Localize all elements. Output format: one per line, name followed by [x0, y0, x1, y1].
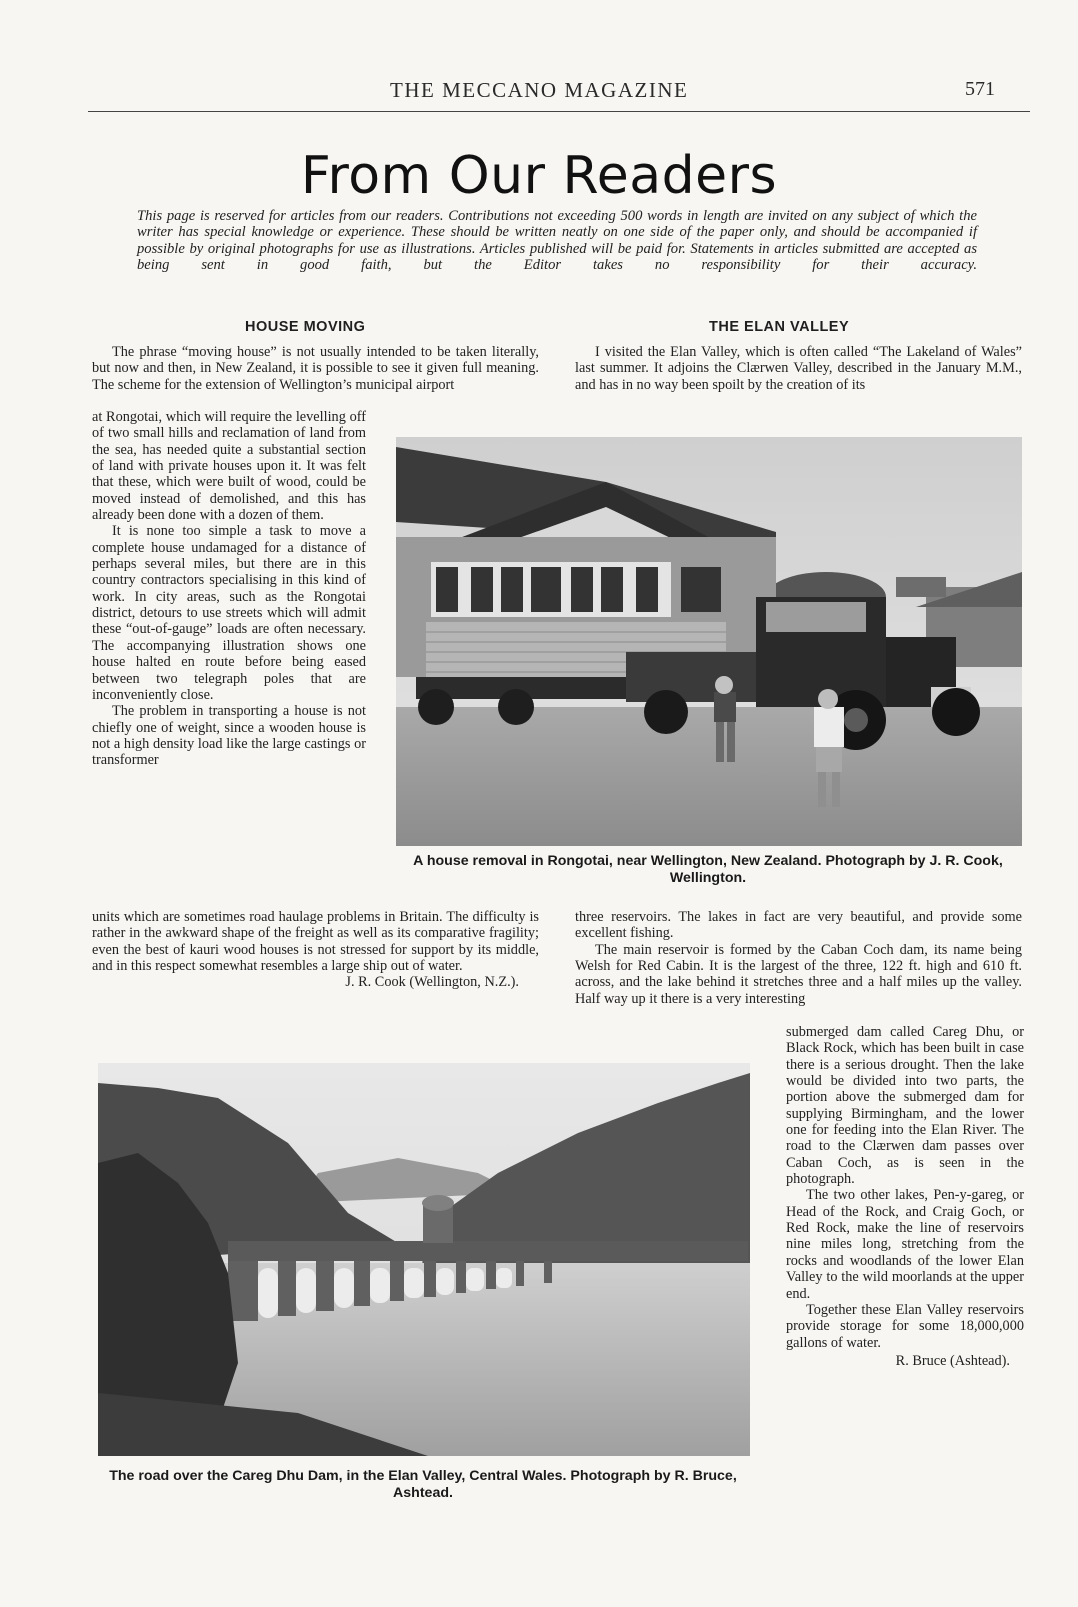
house-moving-signature: J. R. Cook (Wellington, N.Z.).	[345, 974, 519, 991]
elan-valley-para-1a: I visited the Elan Valley, which is often called “The Lakeland of Wales” last summer. It adjoins the Clærwen Valley, described in the January M.M., and has in no way been spoilt by the creation of its	[575, 344, 1022, 393]
house-removal-photo	[396, 437, 1022, 846]
elan-valley-para-2a: The main reservoir is formed by the Caban Coch dam, its name being Welsh for Red Cabin. It is the largest of the three, 122 ft. high and 610 ft. across, and the lake behind it stretches three and a half miles up the valley. Half way up it there is a very interesting	[575, 941, 1022, 1007]
elan-valley-para-1b: three reservoirs. The lakes in fact are very beautiful, and provide some excellent fishing.	[575, 909, 1022, 942]
elan-valley-text-narrow	[786, 1024, 1024, 1369]
page-number: 571	[965, 78, 995, 100]
page-title: From Our Readers	[300, 146, 778, 206]
house-moving-para-3a: The problem in transporting a house is not chiefly one of weight, since a wooden house is not a high density load like the large castings or transformer	[92, 703, 366, 769]
header-rule	[88, 111, 1030, 112]
intro-paragraph: This page is reserved for articles from our readers. Contributions not exceeding 500 words in length are invited on any subject of which the writer has special knowledge or experience. These should be written neatly on one side of the paper only, and should be accompanied if possible by original photographs for use as illustrations. Articles published will be paid for. Statements in articles submitted are accepted as being sent in good faith, but the Editor takes no responsibility for their accuracy.	[137, 208, 977, 273]
magazine-title: THE MECCANO MAGAZINE	[390, 78, 689, 102]
house-moving-text-narrow	[92, 409, 366, 769]
elan-valley-signature: R. Bruce (Ashtead).	[895, 1352, 1010, 1369]
dam-photo-caption: The road over the Careg Dhu Dam, in the Elan Valley, Central Wales. Photograph by R. Bruce, Ashtead.	[109, 1468, 737, 1501]
house-moving-para-3b: units which are sometimes road haulage problems in Britain. The difficulty is rather in the awkward shape of the freight as well as its comparative fragility; even the best of kauri wood houses is not stressed for support by its middle, and in this respect somewhat resembles a large ship out of water.	[92, 909, 539, 975]
house-moving-para-1b: at Rongotai, which will require the levelling off of two small hills and reclamation of land from the sea, has needed quite a substantial section of land with private houses upon it. It was felt that these, which were built of wood, could be moved instead of demolished, and this has already been done with a dozen of them.	[92, 409, 366, 524]
elan-valley-text-middle	[575, 909, 1022, 1007]
house-moving-para-1a: The phrase “moving house” is not usually intended to be taken literally, but now and then, in New Zealand, it is possible to see it given full meaning. The scheme for the extension of Wellington’s municipal airport	[92, 344, 539, 393]
elan-valley-para-3: The two other lakes, Pen-y-gareg, or Head of the Rock, and Craig Goch, or Red Rock, make the line of reservoirs nine miles long, stretching from the rocks and woodlands of the lower Elan Valley to the wild moorlands at the upper end.	[786, 1187, 1024, 1302]
elan-valley-text-top	[575, 344, 1022, 393]
house-moving-text-top	[92, 344, 539, 393]
house-moving-para-2: It is none too simple a task to move a complete house undamaged for a distance of perhaps several miles, but there are in this country contractors specialising in this kind of work. In city areas, such as the Rongotai district, detours to use streets which will admit these “out-of-gauge” loads are often necessary. The accompanying illustration shows one house halted en route before being eased between two telegraph poles that are inconveniently close.	[92, 523, 366, 703]
article-heading-elan-valley: THE ELAN VALLEY	[709, 319, 850, 335]
elan-valley-para-2b: submerged dam called Careg Dhu, or Black Rock, which has been built in case there is a serious drought. Then the lake would be divided into two parts, the portion above the submerged dam for supplying Birmingham, and the lower one for feeding into the Elan River. The road to the Clærwen dam passes over Caban Coch, as is seen in the photograph.	[786, 1024, 1024, 1188]
careg-dhu-dam-photo	[98, 1063, 750, 1456]
house-moving-text-bottom	[92, 909, 539, 991]
elan-valley-para-4: Together these Elan Valley reservoirs provide storage for some 18,000,000 gallons of water.	[786, 1301, 1024, 1351]
article-heading-house-moving: HOUSE MOVING	[245, 319, 366, 335]
house-photo-caption: A house removal in Rongotai, near Wellington, New Zealand. Photograph by J. R. Cook, Wellington.	[413, 853, 1003, 886]
